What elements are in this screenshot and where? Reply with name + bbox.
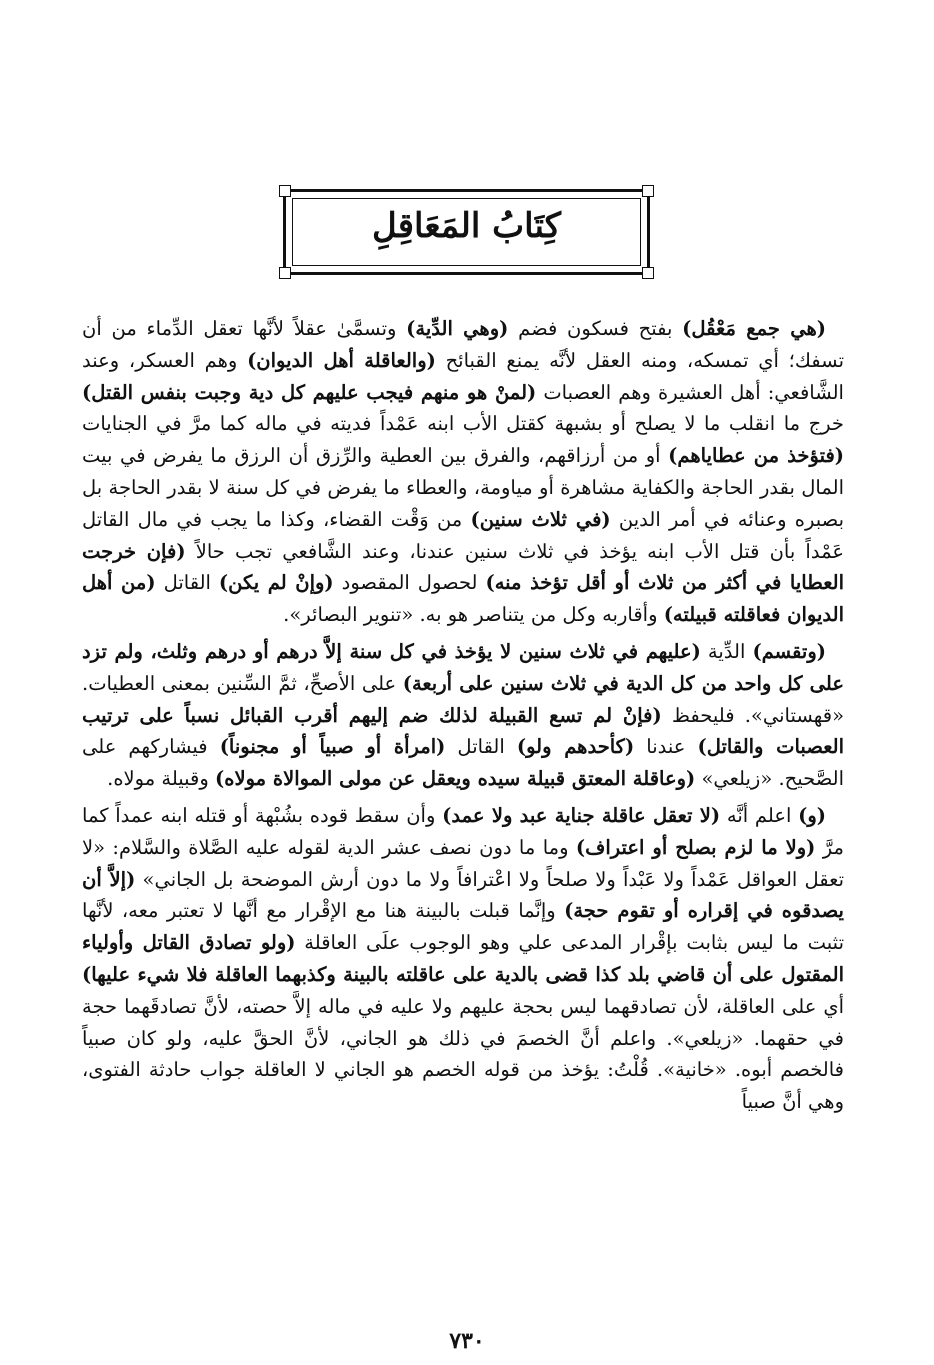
bold-text-run: (عليهم في ثلاث سنين لا يؤخذ في كل سنة إلاَّ درهم أو درهم وثلث، ولم تزد على كل واحد من كل الدية في ثلاث سنين على أربعة) (82, 639, 844, 695)
bold-text-run: (في ثلاث سنين) (470, 507, 611, 531)
text-run: على الأصحِّ، ثمَّ السِّنين بمعنى العطيات. «قهستاني». فليحفظ (82, 671, 845, 727)
text-run: فيشاركهم على الصَّحيح. «زيلعي» (82, 735, 844, 791)
text-run: القاتل (155, 571, 219, 595)
bold-text-run: (من أهل الديوان فعاقلته قبيلته) (82, 571, 844, 627)
bold-text-run: (إلاَّ أن يصدقوه في إقراره أو تقوم حجة) (82, 867, 844, 923)
text-run: أي على العاقلة، لأن تصادقهما ليس بحجة عليهم ولا عليه في ماله إلاَّ حصته، لأنَّ تصادقَهما حجة في حقهما. «زيلعي». واعلم أنَّ الخصمَ في ذلك هو الجاني، لأنَّ الحقَّ عليه، ولو كان صبياً فالخصم أبوه. «خانية». قُلْتُ: يؤخذ من قوله الخصم هو الجاني لا العاقلة جواب حادثة الفتوى، وهي أنَّ صبياً (82, 994, 844, 1114)
body-text (82, 313, 844, 1118)
bold-text-run: (وهي الدِّية) (406, 317, 509, 340)
frame-corner-ornament (642, 267, 654, 279)
bold-text-run: (لمنْ هو منهم فيجب عليهم كل دية وجبت بنفس القتل) (82, 380, 537, 404)
text-run: وهم العسكر، وعند الشَّافعي: أهل العشيرة وهم العصبات (82, 348, 844, 404)
text-run: لحصول المقصود (333, 571, 486, 595)
text-run: خرج ما انقلب ما لا يصلح أو بشبهة كقتل الأب ابنه عَمْداً فديته في ماله كما مرَّ في الجنايات (82, 412, 844, 436)
paragraph-3 (82, 800, 844, 1118)
text-run: من وَقْت القضاء، وكذا ما يجب في مال القاتل عَمْداً بأن قتل الأب ابنه يؤخذ في ثلاث سنين عندنا، وعند الشَّافعي تجب حالاً (82, 507, 844, 563)
frame-corner-ornament (279, 185, 291, 197)
bold-text-run: (كأحدهم ولو) (516, 735, 635, 759)
frame-corner-ornament (642, 185, 654, 197)
bold-text-run: (ولو تصادق القاتل وأولياء المقتول على أن قاضي بلد كذا قضى بالدية على عاقلته بالبينة وكذبهما العاقلة فلا شيء عليها) (82, 931, 844, 986)
text-run: اعلم أنَّه (720, 803, 799, 827)
paragraph-1 (82, 313, 844, 631)
text-run: وإنَّما قبلت بالبينة هنا مع الإقْرار مع أنَّها لا تعتبر معه، لأنَّها تثبت ما ليس بثابت بإقْرار المدعى علي وهو الوجوب علَى العاقلة (82, 899, 844, 955)
bold-text-run: (هي جمع مَعْقُل) (682, 317, 826, 340)
chapter-title: كِتَابُ المَعَاقِلِ (372, 206, 561, 246)
bold-text-run: (وعاقلة المعتق قبيلة سيده ويعقل عن مولى الموالاة مولاه) (215, 767, 696, 791)
bold-text-run: (و) (798, 803, 826, 827)
text-run: وتسمَّىٰ عقلاً لأنَّها تعقل الدِّماء من أن تسفك؛ أي تمسكه، ومنه العقل لأنَّه يمنع القبائح (82, 317, 844, 372)
bold-text-run: (وإنْ لم يكن) (218, 571, 334, 595)
text-run: وأقاربه وكل من يتناصر هو به. «تنوير البصائر». (283, 603, 664, 627)
text-run: القاتل (445, 735, 517, 759)
text-run: الدِّية (700, 639, 753, 663)
text-run: وقبيلة مولاه. (107, 767, 215, 791)
frame-corner-ornament (279, 267, 291, 279)
text-run: أو من أرزاقهم، والفرق بين العطية والرِّزق أن الرزق ما يفرض في بيت المال بقدر الحاجة والكفاية مشاهرة أو مياومة، والعطاء ما يفرض في كل سنة لا بقدر الحاجة بل بصبره وعنائه في أمر الدين (82, 444, 844, 531)
bold-text-run: (فإنْ لم تسع القبيلة لذلك ضم إليهم أقرب القبائل نسباً على ترتيب العصبات والقاتل) (82, 703, 844, 759)
text-run: وما ما دون نصف عشر الدية لقوله عليه الصَّلاة والسَّلام: «لا تعقل العواقل عَمْداً ولا عَبْداً ولا صلحاً ولا اعْترافاً ولا ما دون أرش الموضحة بل الجاني» (82, 835, 844, 891)
bold-text-run: (لا تعقل عاقلة جناية عبد ولا عمد) (442, 803, 721, 827)
text-run: وأن سقط قوده بشُبْهة أو قتله ابنه عمداً كما مرَّ (82, 803, 844, 859)
bold-text-run: (وتقسم) (752, 639, 826, 663)
chapter-title-frame (283, 189, 650, 275)
bold-text-run: (والعاقلة أهل الديوان) (247, 348, 436, 372)
text-run: عندنا (634, 735, 698, 759)
bold-text-run: (فتؤخذ من عطاياهم) (668, 444, 844, 468)
page-number: ٧٣٠ (449, 1328, 485, 1354)
bold-text-run: (ولا ما لزم بصلح أو اعتراف) (575, 835, 816, 859)
bold-text-run: (امرأة أو صبياً أو مجنوناً) (219, 735, 446, 759)
bold-text-run: (فإن خرجت العطايا في أكثر من ثلاث أو أقل تؤخذ منه) (82, 539, 844, 595)
paragraph-2 (82, 636, 844, 795)
text-run: بفتح فسكون فضم (508, 317, 683, 340)
